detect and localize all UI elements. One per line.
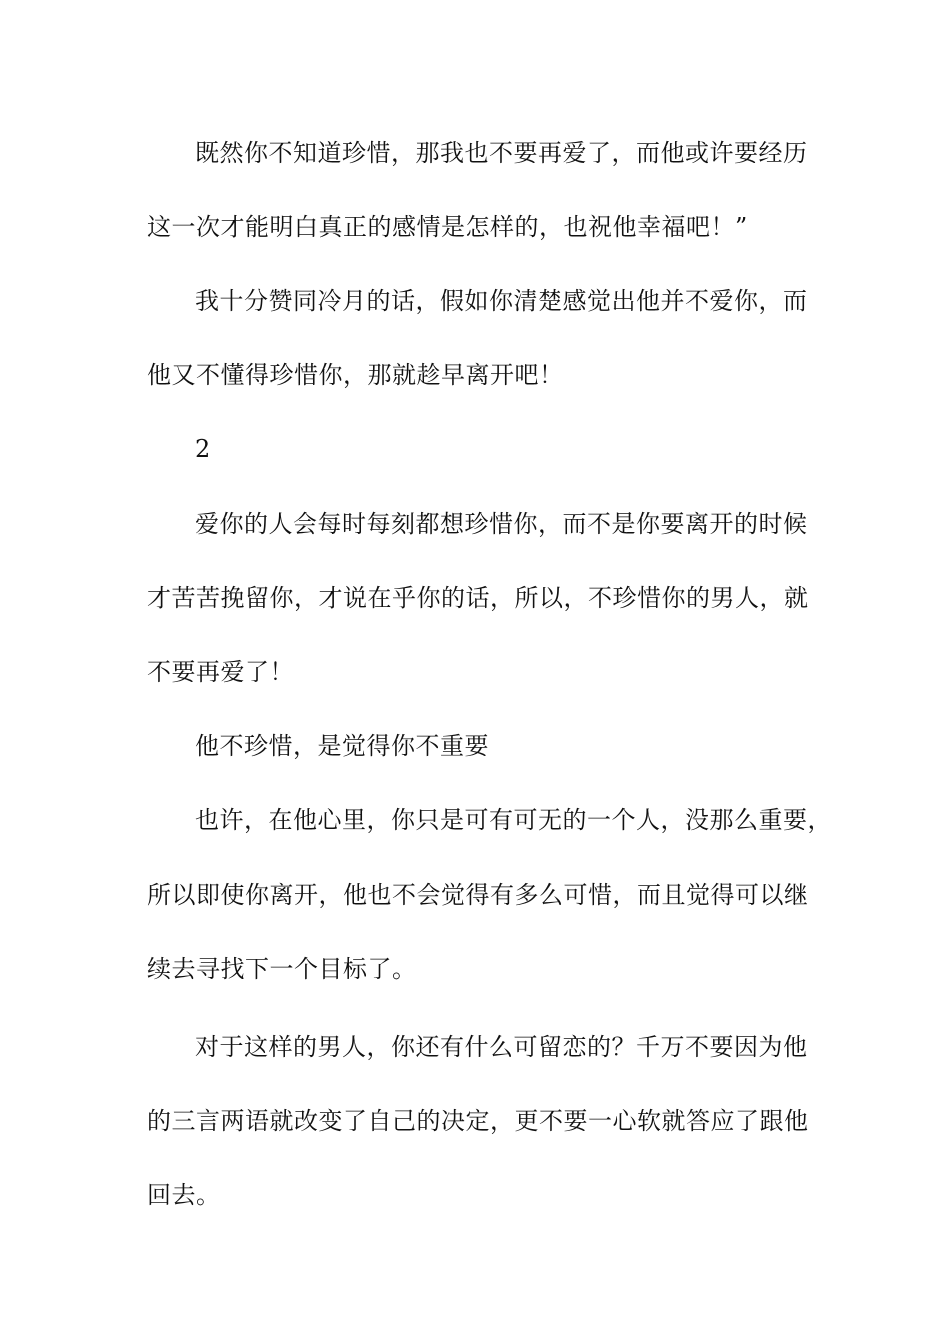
- paragraph-line: 续去寻找下一个目标了。: [147, 955, 417, 983]
- paragraph-line: 不要再爱了！: [147, 658, 294, 686]
- paragraph-line: 对于这样的男人，你还有什么可留恋的？千万不要因为他: [195, 1033, 808, 1061]
- paragraph-line: 也许，在他心里，你只是可有可无的一个人，没那么重要，: [195, 806, 832, 834]
- paragraph-line: 爱你的人会每时每刻都想珍惜你，而不是你要离开的时候: [195, 510, 808, 538]
- subheading: 他不珍惜，是觉得你不重要: [195, 732, 489, 760]
- paragraph-line: 的三言两语就改变了自己的决定，更不要一心软就答应了跟他: [147, 1107, 809, 1135]
- paragraph-line: 才苦苦挽留你，才说在乎你的话，所以，不珍惜你的男人，就: [147, 584, 809, 612]
- paragraph-line: 既然你不知道珍惜，那我也不要再爱了，而他或许要经历: [195, 139, 808, 167]
- paragraph-line: 这一次才能明白真正的感情是怎样的，也祝他幸福吧！”: [147, 213, 748, 241]
- paragraph-line: 所以即使你离开，他也不会觉得有多么可惜，而且觉得可以继: [147, 881, 809, 909]
- paragraph-line: 他又不懂得珍惜你，那就趁早离开吧！: [147, 361, 564, 389]
- paragraph-line: 回去。: [147, 1181, 221, 1209]
- section-number: 2: [195, 435, 211, 463]
- paragraph-line: 我十分赞同冷月的话，假如你清楚感觉出他并不爱你，而: [195, 287, 808, 315]
